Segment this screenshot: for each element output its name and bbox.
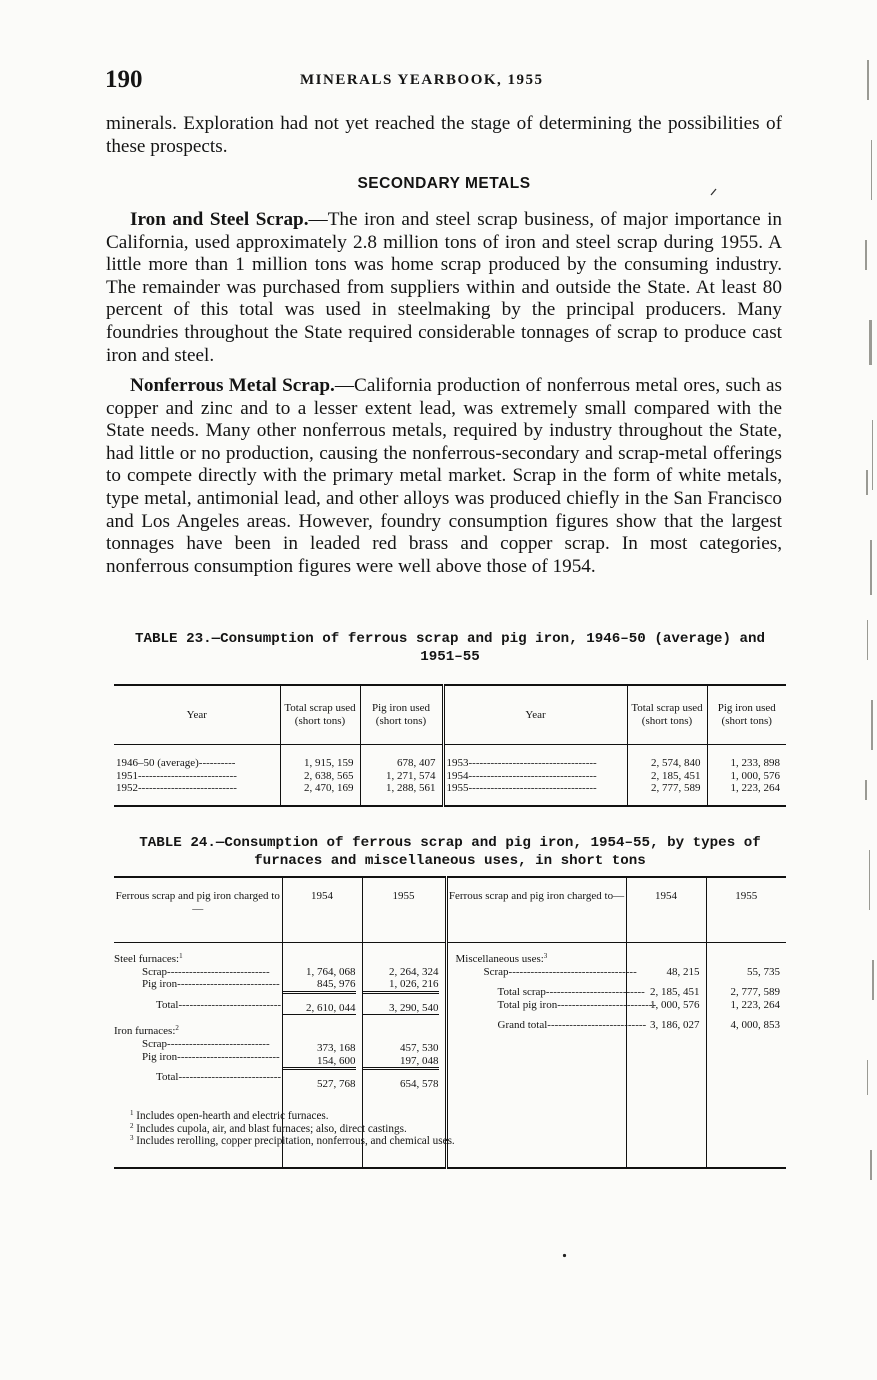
- table24-header-1954-left: 1954: [282, 877, 362, 943]
- table-row-label: Grand total---------------------------: [497, 1019, 647, 1032]
- table-cell: 373, 168: [317, 1041, 356, 1054]
- table-row-year: 1952---------------------------: [116, 782, 237, 795]
- table-cell: 457, 530: [400, 1041, 439, 1054]
- table-cell: 55, 735: [747, 965, 780, 978]
- table-row-year: 1955-----------------------------------: [446, 782, 597, 795]
- table-cell: 1, 223, 264: [730, 782, 780, 795]
- table-cell: 2, 470, 169: [304, 782, 354, 795]
- table23-header-pig-left: Pig iron used (short tons): [360, 685, 443, 745]
- table-cell: 154, 600: [283, 1055, 356, 1071]
- table-cell: 4, 000, 853: [730, 1019, 780, 1032]
- table-cell: 678, 407: [397, 757, 436, 769]
- footnote-1: $^1$ Includes open-hearth and electric furnaces.: [130, 1109, 329, 1122]
- table-cell: 48, 215: [666, 965, 700, 978]
- table-row-label: Scrap-----------------------------------: [483, 965, 637, 978]
- table-row-label: Scrap----------------------------: [142, 1037, 270, 1050]
- table24-header-1955-right: 1955: [706, 877, 786, 943]
- table-row-year: 1951---------------------------: [116, 769, 237, 782]
- table-cell: 654, 578: [400, 1078, 439, 1091]
- table-cell: 1, 288, 561: [386, 782, 436, 795]
- table-cell: 197, 048: [363, 1055, 439, 1071]
- table-cell: 3, 186, 027: [650, 1019, 700, 1032]
- iron-steel-text: —The iron and steel scrap business, of major importance in California, used approximately 2.8 million tons of iron and steel scrap during 1955. A little more than 1 million tons was home scrap produced by the consuming industry. The remainder was purchased from suppliers within and outside the State. At least 80 percent of this total was used in steelmaking by the principal producers. Many foundries throughout the State required considerable tonnages of scrap to produce cast iron and steel.: [106, 209, 783, 366]
- table-cell: 845, 976: [283, 978, 356, 994]
- table-row-label: Total----------------------------: [156, 998, 282, 1011]
- table-row-label: Total scrap---------------------------: [497, 986, 645, 999]
- table24-caption: [114, 834, 786, 870]
- running-title: MINERALS YEARBOOK, 1955: [300, 72, 544, 88]
- table23-years-right: [443, 745, 627, 806]
- table-cell: 2, 185, 451: [650, 986, 700, 999]
- iron-steel-heading: Iron and Steel Scrap.: [130, 209, 309, 230]
- misc-uses-label: Miscellaneous uses:$^3$: [455, 952, 548, 965]
- table-cell: 2, 777, 589: [651, 782, 701, 795]
- iron-furnaces-label: Iron furnaces:$^2$: [114, 1024, 179, 1038]
- footnotes: [130, 1110, 770, 1148]
- table-row-year: 1946–50 (average)----------: [116, 757, 236, 769]
- table23-label: TABLE 23.: [134, 631, 212, 647]
- table-cell: 2, 264, 324: [389, 965, 439, 978]
- table24-header-1955-left: 1955: [362, 877, 446, 943]
- table-cell: 2, 574, 840: [651, 757, 701, 769]
- table24-header-1954-right: 1954: [626, 877, 706, 943]
- footnote-2: $^2$ Includes cupola, air, and blast furnaces; also, direct castings.: [130, 1121, 407, 1135]
- page-edge-speckle: [847, 0, 877, 1380]
- table23: [114, 684, 786, 807]
- table23-pig-right: [707, 745, 786, 806]
- table23-body-row: [114, 745, 786, 806]
- page-number: 190: [105, 66, 143, 93]
- table-row-label: Total----------------------------: [156, 1071, 282, 1084]
- table-cell: 527, 768: [317, 1078, 356, 1091]
- table23-caption-text: —Consumption of ferrous scrap and pig iron, 1946–50 (average) and 1951–55: [211, 631, 766, 665]
- table23-header-year-left: Year: [114, 685, 280, 745]
- table23-pig-left: [360, 745, 443, 806]
- table-cell: 2, 638, 565: [304, 769, 354, 782]
- nonferrous-paragraph: [106, 375, 782, 578]
- table23-scrap-left: [280, 745, 360, 806]
- table24-header-item-right: Ferrous scrap and pig iron charged to—: [446, 877, 626, 943]
- table-cell: 3, 290, 540: [389, 1001, 439, 1014]
- stray-mark: [710, 188, 718, 196]
- table-cell: 1, 000, 576: [730, 769, 780, 782]
- table-cell: 1, 000, 576: [650, 998, 700, 1011]
- table23-scrap-right: [627, 745, 707, 806]
- table24-label: TABLE 24.: [139, 835, 216, 851]
- table-row-label: Pig iron----------------------------: [142, 1050, 280, 1063]
- table-row-label: Scrap----------------------------: [142, 965, 270, 978]
- table24-caption-text: —Consumption of ferrous scrap and pig iron, 1954–55, by types of furnaces and miscellaneous uses, in short tons: [215, 835, 761, 869]
- table-cell: 2, 777, 589: [730, 986, 780, 999]
- table23-header-year-right: Year: [443, 685, 627, 745]
- table24-header-item-left: Ferrous scrap and pig iron charged to—: [114, 877, 282, 943]
- table-cell: 1, 233, 898: [730, 757, 780, 769]
- table-cell: 1, 223, 264: [730, 998, 780, 1011]
- table-row-label: Total pig iron---------------------------: [497, 998, 657, 1011]
- table24-header-row: [114, 877, 786, 943]
- table23-caption: [114, 630, 786, 666]
- table-cell: 1, 915, 159: [304, 757, 354, 769]
- table23-header-row: [114, 685, 786, 745]
- running-head: [105, 66, 785, 96]
- table23-header-scrap-right: Total scrap used (short tons): [627, 685, 707, 745]
- table-row-year: 1953-----------------------------------: [446, 757, 597, 769]
- table23-header-scrap-left: Total scrap used (short tons): [280, 685, 360, 745]
- table-row-year: 1954-----------------------------------: [446, 769, 597, 782]
- footnote-3: $^3$ Includes rerolling, copper precipitation, nonferrous, and chemical uses.: [130, 1134, 455, 1147]
- table-row-label: Pig iron----------------------------: [142, 978, 280, 991]
- section-title: SECONDARY METALS: [357, 175, 531, 192]
- nonferrous-heading: Nonferrous Metal Scrap.: [130, 375, 335, 396]
- stray-dot: [562, 1253, 567, 1258]
- table-cell: 2, 185, 451: [651, 769, 701, 782]
- table-cell: 1, 271, 574: [386, 769, 436, 782]
- iron-steel-paragraph: [106, 209, 782, 367]
- intro-paragraph: minerals. Exploration had not yet reached the stage of determining the possibilities of these prospects.: [106, 113, 782, 157]
- table23-header-pig-right: Pig iron used (short tons): [707, 685, 786, 745]
- nonferrous-text: —California production of nonferrous metal ores, such as copper and zinc and to a lesser extent lead, was extremely small compared with the State needs. Many other nonferrous metals, required by industry throughout the State, had little or no production, causing the nonferrous-secondary and scrap-metal offerings to compete directly with the primary metal market. Scrap in the form of white metals, type metal, antimonial lead, and other alloys was produced chiefly in the San Francisco and Los Angeles areas. However, foundry consumption figures show that the largest tonnages have been in leaded red brass and copper scrap. In most categories, nonferrous consumption figures were well above those of 1954.: [106, 375, 782, 577]
- table-cell: 1, 026, 216: [363, 978, 439, 994]
- table23-years-left: [114, 745, 280, 806]
- table-cell: 1, 764, 068: [306, 965, 356, 978]
- table-cell: 2, 610, 044: [306, 1001, 356, 1014]
- steel-furnaces-label: Steel furnaces:$^1$: [114, 952, 183, 965]
